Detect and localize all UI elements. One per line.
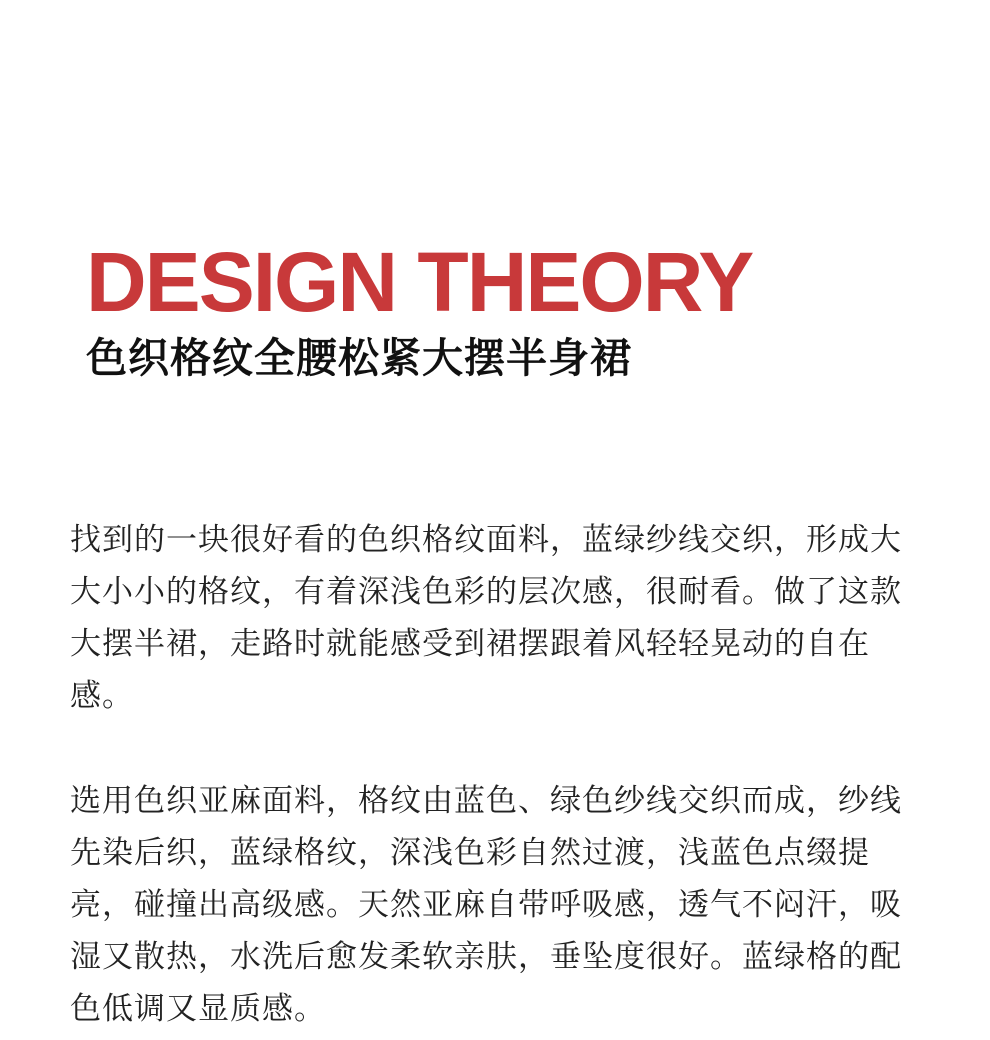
product-title: 色织格纹全腰松紧大摆半身裙 bbox=[86, 334, 632, 382]
design-theory-heading: DESIGN THEORY bbox=[86, 235, 753, 329]
description-paragraph-fabric: 找到的一块很好看的色织格纹面料，蓝绿纱线交织，形成大大小小的格纹，有着深浅色彩的层次感，很耐看。做了这款大摆半裙，走路时就能感受到裙摆跟着风轻轻晃动的自在感。 bbox=[70, 522, 902, 714]
description-paragraph-material: 选用色织亚麻面料，格纹由蓝色、绿色纱线交织而成，纱线先染后织，蓝绿格纹，深浅色彩自然过渡，浅蓝色点缀提亮，碰撞出高级感。天然亚麻自带呼吸感，透气不闷汗，吸湿又散热，水洗后愈发柔软亲肤，垂坠度很好。蓝绿格的配色低调又显质感。 bbox=[70, 783, 902, 1027]
